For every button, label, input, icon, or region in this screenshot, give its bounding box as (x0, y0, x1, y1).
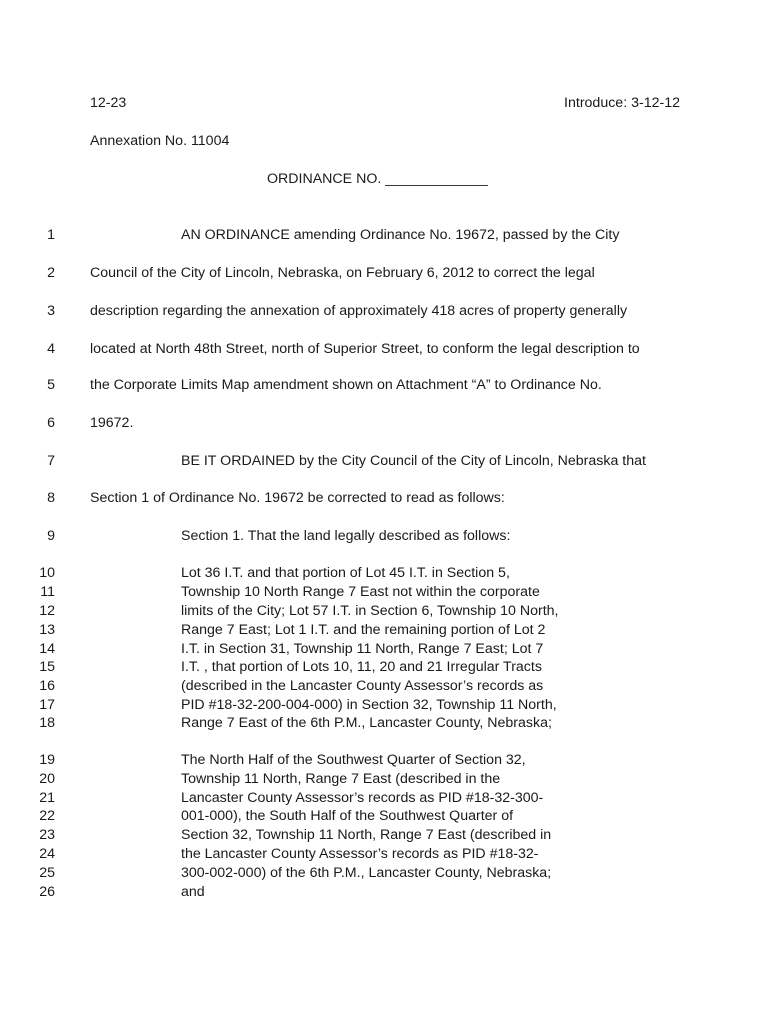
line-number: 6 (47, 415, 55, 431)
legal-line: Range 7 East; Lot 1 I.T. and the remaining portion of Lot 2 (181, 622, 546, 638)
body-line: located at North 48th Street, north of Superior Street, to conform the legal description to (90, 341, 640, 357)
legal-line: Section 32, Township 11 North, Range 7 East (described in (181, 827, 552, 843)
line-number: 10 (39, 565, 55, 581)
line-number: 23 (39, 827, 55, 843)
legal-line: Township 11 North, Range 7 East (described in the (181, 771, 501, 787)
legal-line: 001-000), the South Half of the Southwest Quarter of (181, 808, 514, 824)
body-line: the Corporate Limits Map amendment shown on Attachment “A” to Ordinance No. (90, 377, 602, 393)
legal-line: I.T. , that portion of Lots 10, 11, 20 and 21 Irregular Tracts (181, 659, 542, 675)
line-number: 3 (47, 303, 55, 319)
line-number: 21 (39, 790, 55, 806)
line-number: 14 (39, 641, 55, 657)
ordinance-title: ORDINANCE NO. _____________ (267, 171, 488, 187)
legal-line: Range 7 East of the 6th P.M., Lancaster County, Nebraska; (181, 715, 552, 731)
document-number: 12-23 (90, 95, 127, 111)
annexation-number: Annexation No. 11004 (90, 133, 230, 149)
line-number: 18 (39, 715, 55, 731)
line-number: 9 (47, 528, 55, 544)
line-number: 12 (39, 603, 55, 619)
introduce-date: Introduce: 3-12-12 (564, 95, 680, 111)
line-number: 16 (39, 678, 55, 694)
line-number: 20 (39, 771, 55, 787)
line-number: 2 (47, 265, 55, 281)
body-line: AN ORDINANCE amending Ordinance No. 19672, passed by the City (181, 227, 620, 243)
legal-line: Lancaster County Assessor’s records as PID #18-32-300- (181, 790, 544, 806)
legal-line: (described in the Lancaster County Assessor’s records as (181, 678, 544, 694)
line-number: 5 (47, 377, 55, 393)
legal-line: I.T. in Section 31, Township 11 North, Range 7 East; Lot 7 (181, 641, 544, 657)
line-number: 13 (39, 622, 55, 638)
line-number: 7 (47, 453, 55, 469)
legal-line: 300-002-000) of the 6th P.M., Lancaster County, Nebraska; (181, 865, 552, 881)
legal-line: limits of the City; Lot 57 I.T. in Section 6, Township 10 North, (181, 603, 559, 619)
line-number: 17 (39, 697, 55, 713)
body-line: description regarding the annexation of approximately 418 acres of property generally (90, 303, 628, 319)
body-line: Section 1. That the land legally described as follows: (181, 528, 511, 544)
body-line: Council of the City of Lincoln, Nebraska, on February 6, 2012 to correct the legal (90, 265, 595, 281)
line-number: 25 (39, 865, 55, 881)
line-number: 15 (39, 659, 55, 675)
legal-line: The North Half of the Southwest Quarter of Section 32, (181, 752, 526, 768)
legal-line: PID #18-32-200-004-000) in Section 32, Township 11 North, (181, 697, 557, 713)
line-number: 19 (39, 752, 55, 768)
body-line: Section 1 of Ordinance No. 19672 be corrected to read as follows: (90, 490, 505, 506)
line-number: 1 (47, 227, 55, 243)
legal-line: the Lancaster County Assessor’s records as PID #18-32- (181, 846, 539, 862)
line-number: 24 (39, 846, 55, 862)
line-number: 8 (47, 490, 55, 506)
line-number: 26 (39, 884, 55, 900)
line-number: 22 (39, 808, 55, 824)
body-line: 19672. (90, 415, 134, 431)
body-line: BE IT ORDAINED by the City Council of the City of Lincoln, Nebraska that (181, 453, 646, 469)
legal-line: and (181, 884, 205, 900)
line-number: 11 (40, 584, 55, 600)
legal-line: Township 10 North Range 7 East not within the corporate (181, 584, 540, 600)
legal-line: Lot 36 I.T. and that portion of Lot 45 I.T. in Section 5, (181, 565, 510, 581)
line-number: 4 (47, 341, 55, 357)
